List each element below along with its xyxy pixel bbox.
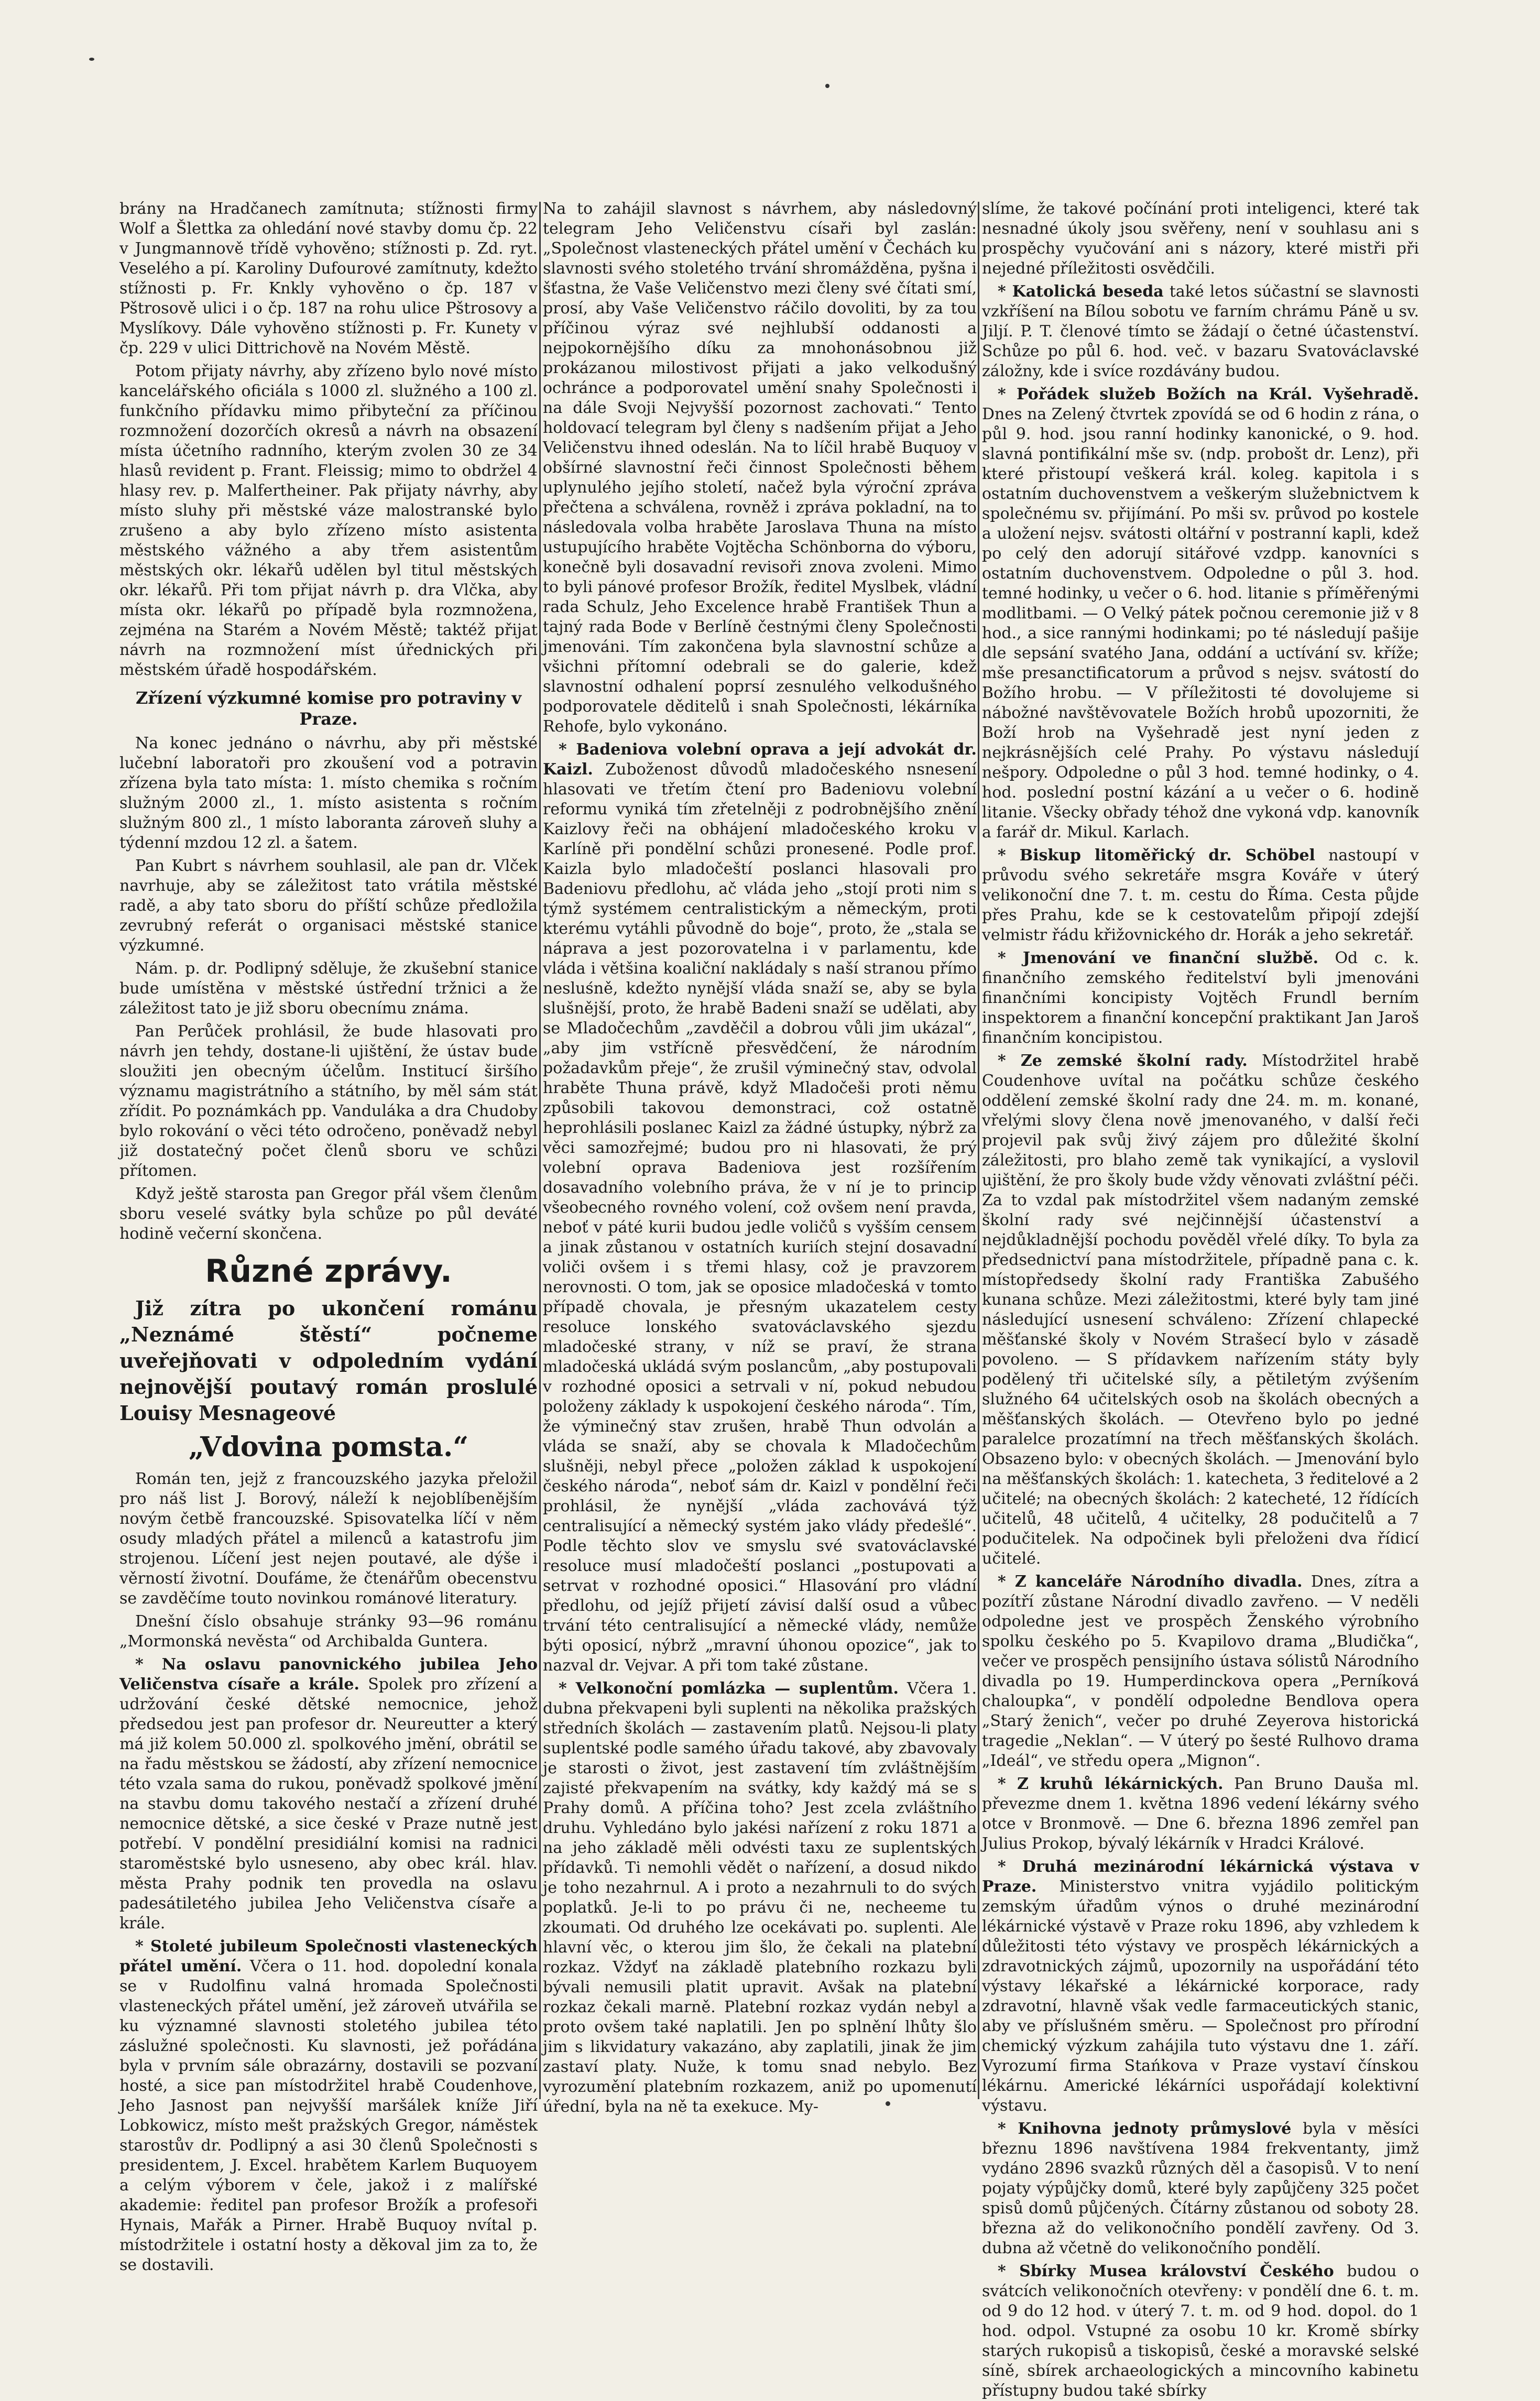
news-item [982, 846, 1419, 945]
news-item-title: * Druhá mezinárodní lékárnická výstava v Praze. [982, 1858, 1419, 1896]
paragraph: Pan Perůček prohlásil, že bude hlasovati pro návrh jen tehdy, dostane-li ujištění, že ústav bude sloužiti jen obecným účelům. Institucí širšího významu magistrátního a státního, by měl sám stát zřídit. Po poznámkách pp. Vanduláka a dra Chudoby bylo rokování o věci této odročeno, poněvadž nebyl již dostatečný počet členů sboru ve schůzi přítomen. [119, 1022, 538, 1180]
paragraph: Na konec jednáno o návrhu, aby při městské lučební laboratoři pro zkoušení vod a potravin zřízena byla tato místa: 1. místo chemika s ročním služným 2000 zl., 1. místo asistenta s ročním služným 800 zl., 1 místo laboranta zároveň sluhy a týdenní mzdou 12 zl. a šatem. [119, 734, 538, 852]
news-item-title: * Na oslavu panovnického jubilea Jeho Veličenstva císaře a krále. [119, 1655, 538, 1694]
paragraph: Dnešní číslo obsahuje stránky 93—96 románu „Mormonská nevěsta“ od Archibalda Guntera. [119, 1612, 538, 1651]
margin-ink-spot [89, 58, 94, 61]
news-item [982, 385, 1419, 843]
news-item-text: Pan Bruno Dauša ml. převezme dnem 1. května 1896 vedení lékárny svého otce v Bronmově. — Dne 6. března 1896 zemřel pan Julius Prokop, bývalý lékárník v Hradci Králové. [982, 1775, 1419, 1853]
news-item [982, 2262, 1419, 2401]
news-item-text: Zuboženost důvodů mladočeského nsnesení hlasovati ve třetím čtení pro Badeniovu volební reformu vyniká tím zřetelněji z podrobnějšího znění Kaizlovy řeči na obhájení mladočeského kroku v Karlíně při pondělní schůzi pronesené. Podle prof. Kaizla bylo mladočeští poslanci hlasovali pro Badeniovu předlohu, ač vláda jeho „stojí proti nim s týmž systémem centralistickým a německým, proti kterému vytáhli původně do boje“, proto, že „stala se náprava a jest pozorovatelna i v parlamentu, kde vláda i většina koaliční nakládaly s naší stranou přímo nesluśně, kdežto nynější vláda snaží se, aby se byla slušnější, proto, že hrabě Badeni snaží se udělati, aby se Mladočechům „zavděčil a dobrou vůli jim ukázal“, „aby jim vstřícně přesvědčení, že národním požadavkům přeje“, že zrušil výminečný stav, odvolal hraběte Thuna právě, když Mladočeši proti němu způsobili takovou demonstraci, což ostatně heprohlásili poslanec Kaizl za žádné ústupky, nýbrž za věci samozřejmé; budou pro ni hlasovati, že prý volební oprava Badeniova jest rozšířením dosavadního volebního práva, že v ní je to princip všeobecného rovného volení, což ovšem není pravda, neboť v páté kurii budou jedle voličů s vyšším censem a jinak zůstanou v ostatních kuriích stejní dosavadní voliči ovšem i s třemi hlasy, což je pravzorem nerovnosti. O tom, jak se oposice mladočeská v tomto případě chovala, je přesným ukazatelem cesty resoluce lonského svatováclavského sjezdu mladočeské strany, v níž se praví, že strana mladočeská ukládá svým poslancům, „aby postupovali v rozhodné oposici a setrvali v ní, pokud nebudou položeny základy k uspokojení českého národa“. Tím, že výminečný stav zrušen, hrabě Thun odvolán a vláda se snaží, aby se chovala k Mladočechům slušněji, nebyl přece „položen základ k uspokojení českého národa“, neboť sám dr. Kaizl v pondělní řeči prohlásil, že nynější „vláda zachovává týž centralisující a německý systém jako vlády předešlé“. Podle těchto slov ve smyslu své svatováclavské resoluce musí mladočeští poslanci „postupovati a setrvat v rozhodné oposici.“ Hlasování pro vládní předlohu, od jejíž přijetí závisí další osud a vůbec trvání této centralisující a německé vlády, nemůže býti oposicí, nýbrž „mravní úhonou opozice“, jak to nazval dr. Vejvar. A při tom také zůstane. [543, 760, 977, 1675]
news-item-title: * Velkonoční pomlázka — suplentům. [559, 1679, 899, 1698]
news-item-title: * Badeniova volební oprava a její advokát dr. Kaizl. [543, 740, 977, 779]
paragraph: Když ještě starosta pan Gregor přál všem členům sboru veselé svátky byla schůze po půl deváté hodině večerní skončena. [119, 1185, 538, 1243]
news-item [982, 1572, 1419, 1771]
news-item-text: Včera o 11. hod. dopolední konala se v Rudolfinu valná hromada Společnosti vlasteneckých přátel umění, jež zároveň utvářila se ku významné slavnosti stoletého jubilea této záslužné společnosti. Ku slavnosti, jež pořádána byla v prvním sále obrazárny, dostavili se pozvaní hosté, a sice pan místodržitel hrabě Coudenhove, Jeho Jasnost pan nejvyšší maršálek kníže Jiří Lobkowicz, místo mešt pražských Gregor, náměstek starostův dr. Podlipný a asi 30 členů Společnosti s presidentem, J. Excel. hrabětem Karlem Buquoyem a celým výborem v čele, jakož i z malířské akademie: ředitel pan profesor Brožík a profesoři Hynais, Mařák a Pirner. Hrabě Buquoy nvítal p. místodržitele i ostatní hosty a děkoval jim za to, že se dostavili. [119, 1957, 538, 2274]
section-title: Různé zprávy. [205, 1253, 452, 1290]
paragraph: slíme, že takové počínání proti inteligenci, které tak nesnadné úkoly jsou svěřeny, není v souhlasu ani s prospěchy vyučování ani s názory, které mistři při nejedné příležitosti osvědčili. [982, 200, 1419, 278]
news-item [982, 1774, 1419, 1854]
news-item [982, 948, 1419, 1048]
column-1 [119, 199, 538, 2274]
margin-ink-spot [825, 84, 829, 88]
news-item-text: Dnes na Zelený čtvrtek zpovídá se od 6 hodin z rána, o půl 9. hod. jsou ranní hodinky kanonické, o 9. hod. slavná pontifikální mše sv. (ndp. probošt dr. Lenz), při které přistoupí veškerá král. koleg. kapitola i s ostatním duchovenstvem a veškerým služebnictvem k společnému sv. přijímání. Po mši sv. průvod po kostele a uložení nejsv. svátosti oltářní v postranní kapli, kdež po celý den adorují sitářové vzdpp. kanovníci s ostatním duchovenstvem. Odpoledne o půl 3. hod. temné hodinky, u večer o 6. hod. litanie s příměřenými modlitbami. — O Velký pátek počnou ceremonie již v 8 hod., a sice rannými hodinkami; po té následují pašije dle sepsání svatého Jana, oddání a uctívání sv. kříže; mše presanctificatorum a průvod s nejsv. svátostí do Božího hrobu. — V příležitosti té dovolujeme si nábožné navštěvovatele Božích hrobů upozorniti, že Boží hrob na Vyšehradě jest nyní jeden z nejkrásnějších celé Prahy. Po výstavu následují nešpory. Odpoledne o půl 3 hod. temné hodinky, o 4. hod. poslední postní kázání a u večer o 6. hodině litanie. Všecky obřady téhož dne vykoná vdp. kanovník a farář dr. Mikul. Karlach. [982, 405, 1419, 842]
news-item [982, 1051, 1419, 1569]
paragraph: Nám. p. dr. Podlipný sděluje, že zkušební stanice bude umístěna v městské ústřední tržnici a že záležitost tato je již sboru obecnímu známa. [119, 959, 538, 1018]
column-3 [982, 199, 1419, 2400]
news-item [543, 740, 977, 1676]
news-item-title: * Biskup litoměřický dr. Schöbel [998, 846, 1315, 865]
serial-announcement: Již zítra po ukončení románu „Neznámé štěstí“ počneme uveřejňovati v odpoledním vydání nejnovější poutavý román proslulé Louisy Mesnageové [119, 1296, 538, 1425]
news-item [119, 1937, 538, 2275]
news-item-text: Místodržitel hrabě Coudenhove uvítal na počátku schůze českého oddělení zemské školní rady dne 24. m. m. konané, vřelými slovy člena nově jmenovaného, v další řeči projevil pak svůj živý zájem pro důležité školní záležitosti, pro blaho země tak vynikající, a vyslovil ujištění, že pro školy bude vždy věnovati zvláštní péči. Za to vzdal pak místodržitel všem nadaným zemské školní rady své nejčinnější účastenství a nejdůkladnější pochodu pověděl vřelé díky. To byla za předsednictví pana místodržitele, případně pana c. k. místopředsedy školní rady Františka Zabušého kunana schůze. Mezi záležitostmi, které byly tam jiné následující usnesení schváleno: Zřízení chlapecké měšťanské školy v Novém Strašecí bylo v zásadě povoleno. — S přídavkem nařízením státy byly podělený tři učitelské síly, a pětiletým zvýšením služného 64 učitelských osob na školách obecných a měšťanských školách. — Otevřeno bylo po jedné paralelce prozatímní na třech měšťanských školách. Obsazeno bylo: v obecných školách. — Jmenování bylo na měšťanských školách: 1. katecheta, 3 ředitelové a 2 učitelé; na obecných školách: 2 katecheté, 12 řídících učitelů, 48 učitelů, 4 učitelky, 28 podučitelů a 7 podučitelek. Na odpočinek byli přeloženi dva řídicí učitelé. [982, 1052, 1419, 1568]
column-2 [543, 199, 977, 2116]
novel-title: „Vdovina pomsta.“ [188, 1431, 469, 1463]
news-item-title: * Katolická beseda [998, 282, 1164, 301]
news-item-text: Ministerstvo vnitra vyjádilo politickým zemským úřadům výnos o druhé mezinárodní lékárnické výstavě v Praze roku 1896, aby vzhledem k důležitosti této výstavy ve prospěch lékárnických a zdravotnických zájmů, upozornily na uspořádání této výstavy lékařské a lékárnické korporace, rady zdravotní, hlavně však vedle farmaceutických stanic, aby ve příslušném směru. — Společnost pro přírodní chemický výzkum zahájila tuto výstavu dne 1. září. Vyrozumí firma Stańkova v Praze vystaví čínskou lékárnu. Americké lékárníci uspořádají kolektivní výstavu. [982, 1878, 1419, 2115]
news-item [543, 1679, 977, 2117]
column-rule [539, 202, 541, 2099]
news-item-title: * Pořádek služeb Božích na Král. Vyšehradě. [998, 385, 1419, 403]
news-item-title: * Knihovna jednoty průmyslové [998, 2120, 1292, 2138]
column-rule [978, 202, 979, 2099]
news-item [982, 1857, 1419, 2116]
news-item-text: byla v měsíci březnu 1896 navštívena 1984 frekventanty, jimž vydáno 2896 svazků různých děl a časopisů. V to není pojaty výpůjčky domů, které byly zapůjčeny 325 počet spisů domů půjčených. Čítárny zůstanou od soboty 28. března až do velikonočního pondělí zavřeny. Od 3. dubna až včetně do velikonočního pondělí. [982, 2120, 1419, 2257]
news-item-title: * Jmenování ve finanční službě. [998, 949, 1319, 967]
news-item-title: * Z kanceláře Národního divadla. [998, 1573, 1303, 1591]
paragraph: Na to zahájil slavnost s návrhem, aby následovný telegram Jeho Veličenstvu císaři byl zaslán: „Společnost vlasteneckých přátel umění v Čechách ku slavnosti svého stoletého trvání shromážděna, pyšna i šťastna, že Vaše Veličenstvo mezi členy své čítati smí, prosí, aby Vaše Veličenstvo ráčilo dovoliti, by za tou příčinou výraz své nejhlubší oddanosti a nejpokornějšího díku za mnohonásobnou již prokázanou milostivost přijati a jako velkodušný ochránce a podporovatel umění snahy Společnosti i na dále Svoji Nejvyšší pozornost zachovati.“ Tento holdovací telegram byl členy s nadšením přijat a Jeho Veličenstvu ihned odeslán. Na to líčil hrabě Buquoy v obšírné slavnostní řeči činnost Společnosti během uplynulého jejího století, načež byla výroční zpráva přečtena a schválena, rovněž i zpráva pokladní, na to následovala volba hraběte Jaroslava Thuna na místo ustupujícího hraběte Vojtěcha Schönborna do výboru, konečně byli dosavadní revisoři znova zvoleni. Mimo to byli pánové profesor Brožík, ředitel Myslbek, vládní rada Schulz, Jeho Excelence hrabě František Thun a tajný rada Bode v Berlíně čestnými členy Společnosti jmenováni. Tím zakončena byla slavnostní schůze a všichni přítomní odebrali se do galerie, kdež slavnostní odhalení poprsí zesnulého velkodušného podporovatele děditelů i snah Společnosti, lékárníka Rehofe, bylo vykonáno. [543, 200, 977, 736]
news-item [982, 282, 1419, 381]
paragraph: Potom přijaty návrhy, aby zřízeno bylo nové místo kancelářského oficiála s 1000 zl. služného a 100 zl. funkčního přídavku mimo přibyteční za příčinou rozmnožení dozorčích okresů a návrh na obsazení místa účetního radnního, kterým zvolen 30 ze 34 hlasů revident p. Frant. Fleissig; mimo to obdržel 4 hlasy rev. p. Malfertheiner. Pak přijaty návrhy, aby místo sluhy při městské váze malostranské bylo zrušeno a aby bylo zřízeno místo asistenta městského vážného a aby třem asistentům městských okr. lékařů udělen byl titul městských okr. lékařů. Při tom přijat návrh p. dra Vlčka, aby místa okr. lékařů po případě byla rozmnožena, zejména na Starém a Novém Městě; taktéž přijat návrh na rozmnožení míst úřednických při městském úřadě hospodářském. [119, 362, 538, 679]
news-item-text: budou o svátcích velikonočních otevřeny: v pondělí dne 6. t. m. od 9 do 12 hod. v úterý 7. t. m. od 9 hod. dopol. do 1 hod. odpol. Vstupné za osobu 10 kr. Kromě sbírky starých rukopisů a tiskopisů, české a moravské selské síně, sbírek archaeologických a mincovního kabinetu přístupny budou také sbírky [982, 2262, 1419, 2400]
news-item-title: * Ze zemské školní rady. [998, 1052, 1248, 1070]
paragraph: Román ten, jejž z francouzského jazyka přeložil pro náš list J. Borový, náleží k nejoblíbenějším novým četbě francouzské. Spisovatelka líčí v něm osudy mladých přátel a milenců a katastrofu jim strojenou. Líčení jest nejen poutavé, ale dýše i věrností životní. Doufáme, že čtenářům obecenstvu se zavděčíme touto novinkou románové literatury. [119, 1470, 538, 1608]
section-heading: Zřízení výzkumné komise pro potraviny v Praze. [135, 688, 522, 729]
paragraph: Pan Kubrt s návrhem souhlasil, ale pan dr. Vlček navrhuje, aby se záležitost tato vrátila městské radě, a aby tato sboru do příští schůze předložila zevrubný referát o organisaci městské stanice výzkumné. [119, 857, 538, 955]
news-item-text: také letos súčastní se slavnosti vzkříšení na Bílou sobotu ve farním chrámu Páně u sv. Jiljí. P. T. členové tímto se žádají o četné účastenství. Schůze po půl 6. hod. več. v bazaru Svatováclavské záložny, kde i svíce rozdávány budou. [982, 282, 1419, 380]
news-item-text: Včera 1. dubna překvapeni byli suplenti na několika pražských středních školách — zastavením platů. Nejsou-li platy suplentské podle samého úřadu takové, aby zbavovaly je starosti o život, jest zastavení tím zvláštnějším zajisté překvapením na svátky, kdy každý má se s Prahy domů. A příčina toho? Jest zcela zvláštního druhu. Vyhledáno bylo jakési nařízení z roku 1871 a na jeho základě měli odvésti taxu ze suplentských přídavků. Ti nemohli vědět o nařízení, a dosud nikdo je toho nezahrnul. A i proto a nezahrnuli to do svých poplatků. Je-li to po právu či ne, necheeme tu zkoumati. Od druhého lze ocekávati po. suplenti. Ale hlavní věc, o kterou jim šlo, že čekali na platební rozkaz. Vždyť na základě platebního rozkazu byli bývali nemusili platit upravit. Avšak na platební rozkaz čekali marně. Platební rozkaz vydán nebyl a proto ovšem také naplatili. Jen po splnění lhůty šlo jim s likvidatury vakazáno, aby zaplatili, jinak že jim zastaví platy. Nuže, k tomu snad nebylo. Bez vyrozumění platebním rozkazem, aniž po upomenutí úřední, byla na ně ta exekuce. My- [543, 1679, 977, 2116]
paragraph: brány na Hradčanech zamítnuta; stížnosti firmy Wolf a Šlettka za ohledání nové stavby domu čp. 22 v Jungmannově třídě vyhověno; stížnosti p. Zd. ryt. Veselého a pí. Karoliny Dufourové zamítnuty, kdežto stížnosti p. Fr. Knkly vyhověno o čp. 187 v Pštrosově ulici i o čp. 187 na rohu ulice Pštrosovy a Myslíkovy. Dále vyhověno stížnosti p. Fr. Kunety v čp. 229 v ulici Dittrichově na Novém Městě. [119, 200, 538, 357]
news-item-text: Od c. k. finančního zemského ředitelství byli jmenováni finančními koncipisty Vojtěch Frundl berním inspektorem a finanční koncepční praktikant Jan Jaroš finančním koncipistou. [982, 949, 1419, 1047]
news-item [982, 2119, 1419, 2258]
news-item [119, 1655, 538, 1934]
news-item-text: nastoupí v průvodu svého sekretáře msgra Kováře v úterý velikonoční dne 7. t. m. cestu do Říma. Cesta půjde přes Prahu, kde se k cestovatelům připojí zdejší velmistr řádu křižovnického dr. Horák a jeho sekretář. [982, 846, 1419, 944]
news-item-title: * Z kruhů lékárnických. [998, 1775, 1224, 1793]
news-item-title: * Sbírky Musea království Českého [998, 2262, 1334, 2280]
news-item-text: Dnes, zítra a pozítří zůstane Národní divadlo zavřeno. — V neděli odpoledne jest ve prospěch Ženského výrobního spolku českého po 5. Kvapilovo drama „Bludička“, večer ve prospěch pensijního ústava sólistů Národního divadla po 19. Humperdinckova opera „Perníková chaloupka“, v pondělí odpoledne Bendlova opera „Starý ženich“, večer po druhé Zeyerova historická tragedie „Neklan“. — V úterý po šesté Rulhovo drama „Ideál“, ve středu opera „Mignon“. [982, 1573, 1419, 1770]
news-item-title: * Stoleté jubileum Společnosti vlasteneckých přátel umění. [119, 1937, 538, 1976]
news-item-text: Spolek pro zřízení a udržování české dětské nemocnice, jehož předsedou jest pan profesor dr. Neureutter a který má již kolem 50.000 zl. spolkového jmění, obrátil se na řadu městskou se žádostí, aby zřízení nemocnice této vzala sama do rukou, poněvadž spolkové jmění na stavbu domu takového nestačí a zřízení druhé nemocnice dětské, a sice české v Praze nutně jest potřebí. V pondělní presidiální komisi na radnici staroměstské bylo usneseno, aby obec král. hlav. města Prahy podnik ten provedla na oslavu padesátiletého jubilea Jeho Veličenstva císaře a krále. [119, 1675, 538, 1933]
